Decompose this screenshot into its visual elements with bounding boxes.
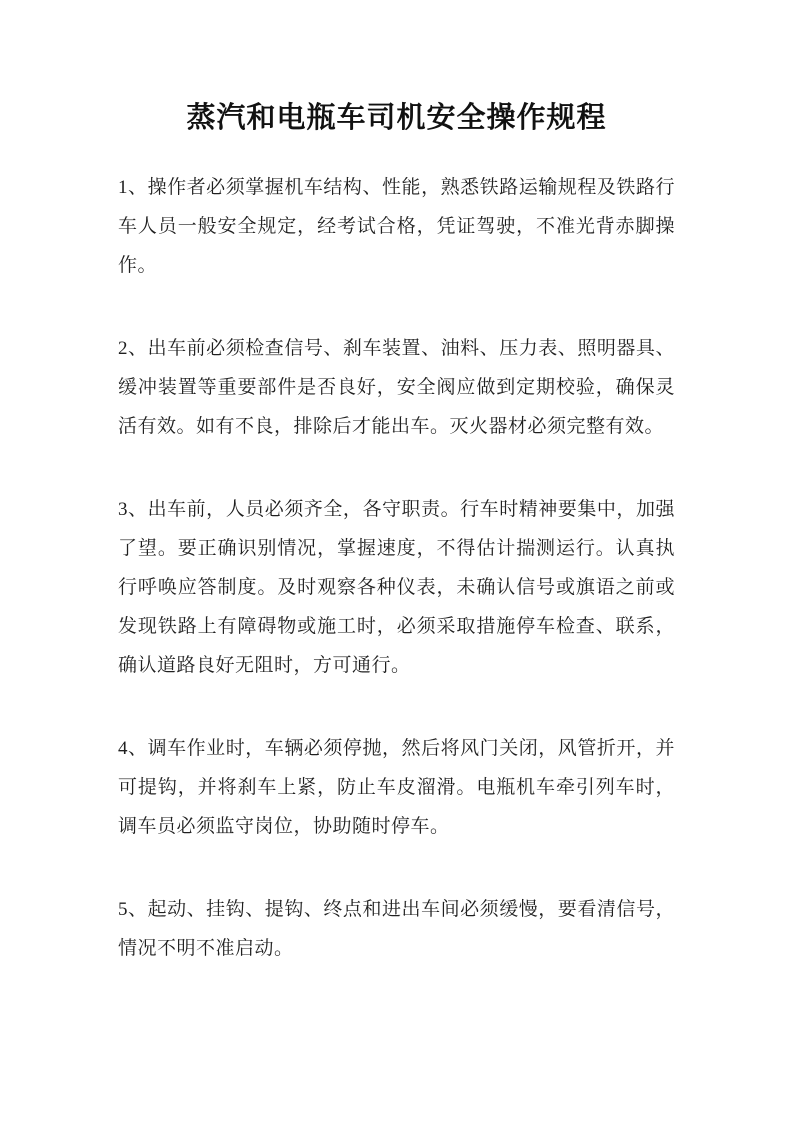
paragraph-3: 3、出车前，人员必须齐全，各守职责。行车时精神要集中，加强了望。要正确识别情况，掌握速度，不得估计揣测运行。认真执行呼唤应答制度。及时观察各种仪表，未确认信号或旗语之前或发现铁路上有障碍物或施工时，必须采取措施停车检查、联系，确认道路良好无阻时，方可通行。 xyxy=(118,499,675,676)
paragraph-1: 1、操作者必须掌握机车结构、性能，熟悉铁路运输规程及铁路行车人员一般安全规定，经考试合格，凭证驾驶，不准光背赤脚操作。 xyxy=(118,177,675,276)
paragraph-5: 5、起动、挂钩、提钩、终点和进出车间必须缓慢，要看清信号，情况不明不准启动。 xyxy=(118,899,675,959)
paragraph-4: 4、调车作业时，车辆必须停抛，然后将风门关闭，风管折开，并可提钩，并将刹车上紧，防止车皮溜滑。电瓶机车牵引列车时，调车员必须监守岗位，协助随时停车。 xyxy=(118,738,675,837)
page-title: 蒸汽和电瓶车司机安全操作规程 xyxy=(186,102,607,134)
paragraph-2: 2、出车前必须检查信号、刹车装置、油料、压力表、照明器具、缓冲装置等重要部件是否良好，安全阀应做到定期校验，确保灵活有效。如有不良，排除后才能出车。灭火器材必须完整有效。 xyxy=(118,338,675,437)
